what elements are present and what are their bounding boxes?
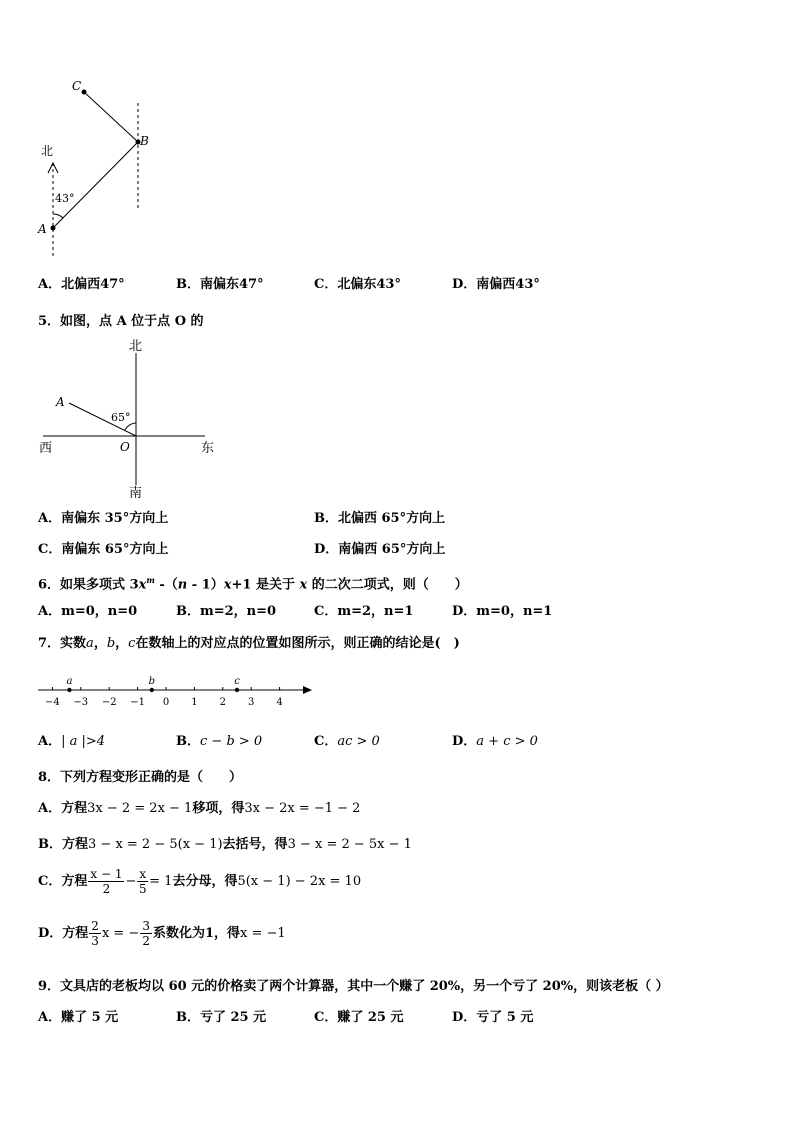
point-a [51,226,56,231]
tick-label: 2 [219,697,226,708]
point-label-a: a [66,676,73,687]
q9-option-a: A．赚了 5 元 [38,1010,119,1025]
q8-stem: 8．下列方程变形正确的是（ ） [38,770,243,785]
q7-stem: 7．实数a，b，c在数轴上的对应点的位置如图所示，则正确的结论是( ) [38,636,460,651]
label-b: B [140,134,149,148]
tick-label: 1 [191,697,198,708]
point-b [150,688,154,692]
point-label-b: b [148,676,156,687]
q7-number-line [35,670,320,712]
q5-compass-figure [35,335,225,500]
point-c [235,688,239,692]
tick-label: 0 [162,697,170,708]
q8-option-d: D．方程 $\frac{2}{3}$ x = − $\frac{3}{2}$ 系数化为1，得x = −1 [38,919,286,948]
q7-option-b: B．c − b > 0 [176,734,263,749]
q6-option-c: C．m=2，n=1 [314,604,414,619]
label-a: A [38,222,47,236]
label-west: 西 [39,441,53,456]
tick-label: −1 [130,697,145,708]
label-north: 北 [129,339,143,354]
label-a: A [56,395,65,409]
q6-option-a: A．m=0，n=0 [38,604,138,619]
q5-option-b: B．北偏西 65°方向上 [314,511,446,526]
label-south: 南 [129,486,143,500]
q7-option-a: A．| a |>4 [38,734,106,749]
q9-stem: 9．文具店的老板均以 60 元的价格卖了两个计算器，其中一个赚了 20%，另一个亏了 20%，则该老板（ ） [38,979,669,994]
q4-option-a: A．北偏西47° [38,277,125,292]
label-north: 北 [41,144,54,158]
tick-label: 4 [276,697,283,708]
q9-option-c: C．赚了 25 元 [314,1010,404,1025]
tick-label: −2 [101,697,117,708]
q6-option-d: D．m=0，n=1 [452,604,553,619]
q4-option-d: D．南偏西43° [452,277,540,292]
tick-label: −3 [73,697,89,708]
q6-stem: 6．如果多项式 $3x^m$ -（n - 1）x+1 是关于 x 的二次二项式，则（ ） [38,575,468,593]
q5-stem: 5．如图，点 A 位于点 O 的 [38,314,204,329]
q7-option-d: D．a + c > 0 [452,734,538,749]
q5-option-c: C．南偏东 65°方向上 [38,542,169,557]
tick-label: −4 [45,697,60,708]
point-a [67,688,71,692]
q4-option-c: C．北偏东43° [314,277,401,292]
q8-option-b: B．方程3 − x = 2 − 5(x − 1)去括号，得3 − x = 2 − 5x − 1 [38,837,412,852]
angle-label: 65° [111,411,131,424]
label-east: 东 [201,441,215,456]
q5-option-d: D．南偏西 65°方向上 [314,542,446,557]
axis-arrow [303,686,312,694]
q7-option-c: C．ac > 0 [314,734,380,749]
q9-option-b: B．亏了 25 元 [176,1010,267,1025]
q6-option-b: B．m=2，n=0 [176,604,277,619]
label-c: C [72,79,82,93]
angle-label: 43° [55,192,75,205]
q4-option-b: B．南偏东47° [176,277,264,292]
q9-option-d: D．亏了 5 元 [452,1010,534,1025]
q8-option-c: C．方程 $\frac{x - 1}{2}$ − $\frac{x}{5}$ = 1去分母，得5(x − 1) − 2x = 10 [38,867,362,896]
q8-option-a: A．方程3x − 2 = 2x − 1移项，得3x − 2x = −1 − 2 [38,801,361,816]
tick-label: 3 [248,697,255,708]
q4-direction-figure [30,75,160,260]
point-label-c: c [234,676,240,687]
label-o: O [120,440,130,454]
q5-option-a: A．南偏东 35°方向上 [38,511,169,526]
point-c [82,90,87,95]
